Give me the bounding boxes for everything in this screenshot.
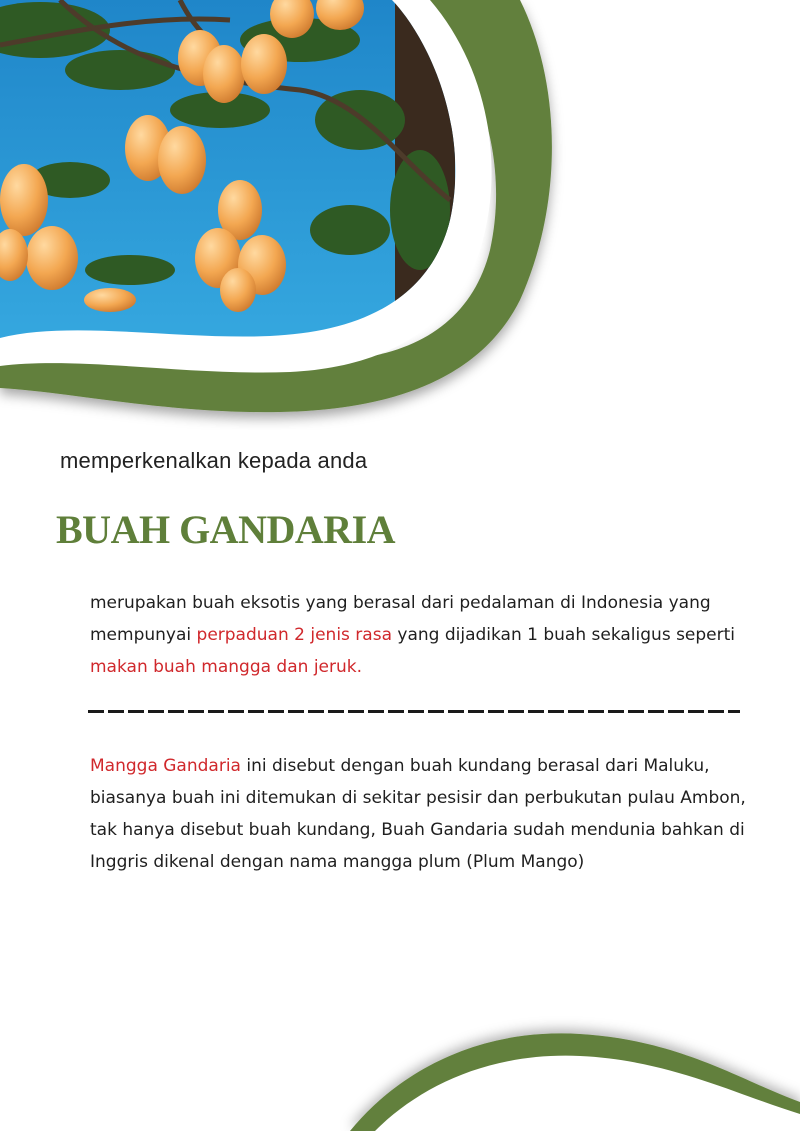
- paragraph-origin: [90, 750, 750, 878]
- dashed-divider: [88, 703, 740, 717]
- gandaria-fruit-tree-photo: [0, 0, 800, 430]
- footer-green-wave: [0, 990, 800, 1131]
- intro-text: memperkenalkan kepada anda: [60, 448, 368, 473]
- page-title: BUAH GANDARIA: [56, 507, 396, 552]
- paragraph1-text-b: yang dijadikan 1 buah sekaligus seperti: [391, 625, 736, 645]
- highlight-mango-orange: makan buah mangga dan jeruk.: [90, 657, 363, 677]
- footer-curve-section: [0, 990, 800, 1131]
- highlight-flavor-blend: perpaduan 2 jenis rasa: [196, 625, 392, 645]
- hero-photo-section: [0, 0, 800, 430]
- paragraph-description: [90, 587, 750, 683]
- paragraph2-text: ini disebut dengan buah kundang berasal dari Maluku, biasanya buah ini ditemukan di sekitar pesisir dan perbukutan pulau Ambon, tak hanya disebut buah kundang, Buah Gandaria sudah mendunia bahkan di Inggris dikenal dengan nama mangga plum (Plum Mango): [90, 756, 746, 872]
- paragraph1-text-a: merupakan buah eksotis yang berasal dari pedalaman di Indonesia yang mempunyai: [90, 593, 711, 645]
- highlight-mangga-gandaria: Mangga Gandaria: [90, 756, 241, 776]
